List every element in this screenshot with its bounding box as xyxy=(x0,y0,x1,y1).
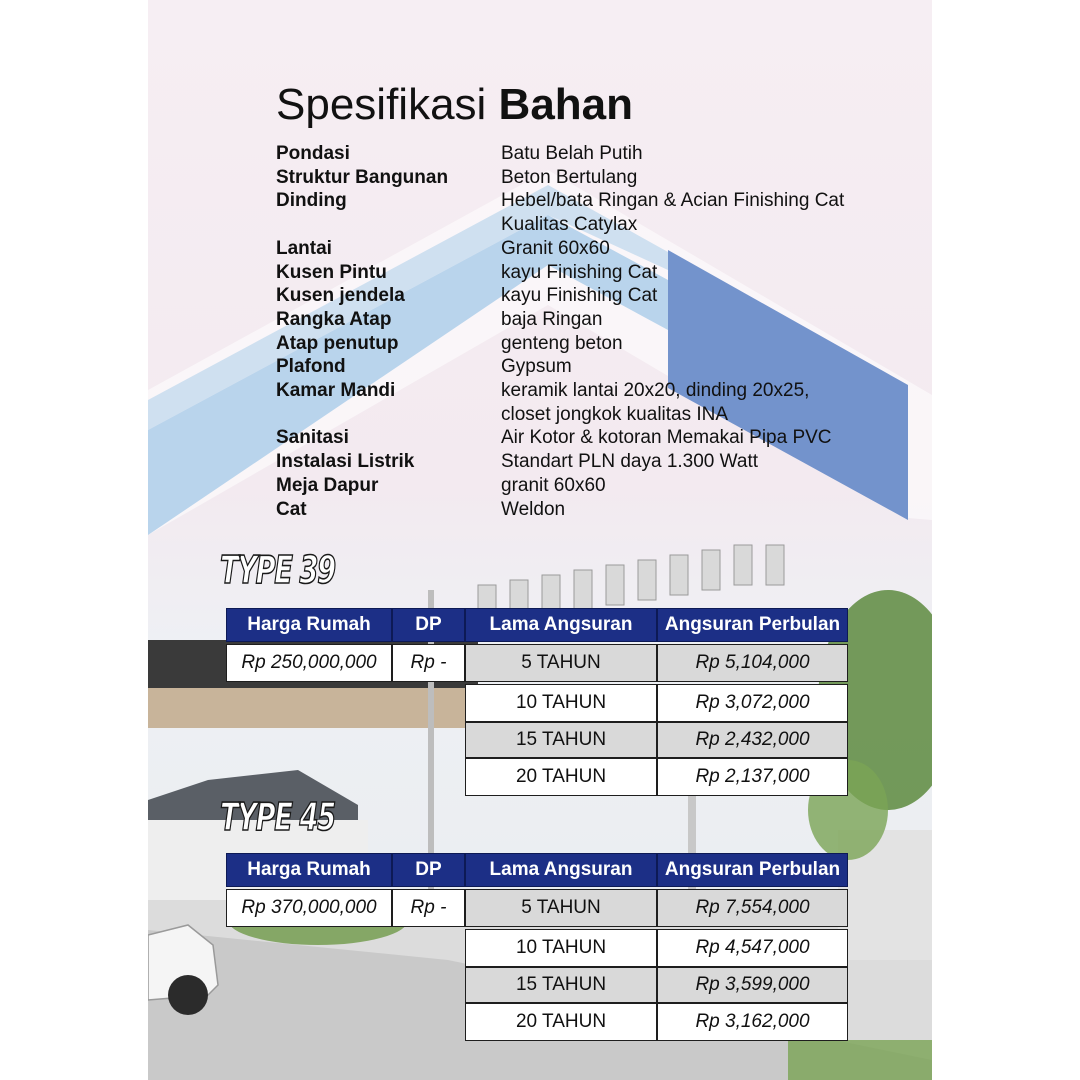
spec-value-line: Kualitas Catylax xyxy=(501,214,638,236)
spec-value xyxy=(501,142,916,166)
spec-value xyxy=(501,261,916,285)
tenor-cell: 10 TAHUN xyxy=(465,684,657,722)
header-angsuran-perbulan: Angsuran Perbulan xyxy=(657,853,848,887)
monthly-installment-cell: Rp 7,554,000 xyxy=(657,889,848,927)
spec-value-line: genteng beton xyxy=(501,332,623,354)
spec-label: Dinding xyxy=(276,190,347,212)
header-harga-rumah: Harga Rumah xyxy=(226,608,392,642)
monthly-installment-cell: Rp 5,104,000 xyxy=(657,644,848,682)
spec-value xyxy=(501,237,916,261)
spec-row xyxy=(276,379,916,426)
header-lama-angsuran: Lama Angsuran xyxy=(465,853,657,887)
tenor-cell: 15 TAHUN xyxy=(465,967,657,1003)
monthly-installment-cell: Rp 3,072,000 xyxy=(657,684,848,722)
page-title xyxy=(276,80,633,130)
spec-label: Instalasi Listrik xyxy=(276,451,415,473)
page-title-light: Spesifikasi xyxy=(276,80,487,129)
spec-value-line: Standart PLN daya 1.300 Watt xyxy=(501,451,759,473)
spec-row xyxy=(276,450,916,474)
header-angsuran-perbulan: Angsuran Perbulan xyxy=(657,608,848,642)
spec-row xyxy=(276,189,916,236)
spec-row xyxy=(276,474,916,498)
spec-value xyxy=(501,474,916,498)
spec-row xyxy=(276,142,916,166)
spec-label: Kusen Pintu xyxy=(276,261,387,283)
tenor-cell: 20 TAHUN xyxy=(465,758,657,796)
price-table-type-39 xyxy=(226,608,848,798)
spec-value-line: baja Ringan xyxy=(501,308,603,330)
header-dp: DP xyxy=(392,853,465,887)
tenor-cell: 15 TAHUN xyxy=(465,722,657,758)
monthly-installment-cell: Rp 3,162,000 xyxy=(657,1003,848,1041)
price-table-type-45 xyxy=(226,853,848,1043)
spec-value-line: kayu Finishing Cat xyxy=(501,261,658,283)
spec-value xyxy=(501,426,916,450)
monthly-installment-cell: Rp 3,599,000 xyxy=(657,967,848,1003)
spec-value-line: Weldon xyxy=(501,498,566,520)
spec-row xyxy=(276,355,916,379)
spec-label: Atap penutup xyxy=(276,332,399,354)
spec-label: Pondasi xyxy=(276,143,350,164)
spec-row xyxy=(276,498,916,522)
spec-value xyxy=(501,308,916,332)
spec-row xyxy=(276,308,916,332)
spec-label: Lantai xyxy=(276,237,332,259)
monthly-installment-cell: Rp 4,547,000 xyxy=(657,929,848,967)
spec-label: Plafond xyxy=(276,356,346,378)
spec-value-line: keramik lantai 20x20, dinding 20x25, xyxy=(501,380,810,402)
spec-value-line: Beton Bertulang xyxy=(501,166,638,188)
tenor-cell: 5 TAHUN xyxy=(465,644,657,682)
spec-value-line: Batu Belah Putih xyxy=(501,143,643,164)
spec-row xyxy=(276,237,916,261)
spec-label: Meja Dapur xyxy=(276,474,379,496)
harga-rumah-value: Rp 250,000,000 xyxy=(226,644,392,682)
spec-value xyxy=(501,284,916,308)
spec-row xyxy=(276,332,916,356)
type-title: TYPE 39 xyxy=(220,548,335,592)
spec-value xyxy=(501,355,916,379)
spec-value-line: kayu Finishing Cat xyxy=(501,285,658,307)
spec-label: Cat xyxy=(276,498,307,520)
brochure-page xyxy=(148,0,932,1080)
spec-value-line: Granit 60x60 xyxy=(501,237,610,259)
tenor-cell: 5 TAHUN xyxy=(465,889,657,927)
spec-value-line: granit 60x60 xyxy=(501,474,606,496)
spec-row xyxy=(276,261,916,285)
dp-value: Rp - xyxy=(392,889,465,927)
spec-value-line: closet jongkok kualitas INA xyxy=(501,403,729,425)
spec-label: Sanitasi xyxy=(276,427,349,449)
spec-label: Kusen jendela xyxy=(276,285,405,307)
spec-label: Rangka Atap xyxy=(276,308,392,330)
page-title-bold: Bahan xyxy=(498,80,634,129)
spec-row xyxy=(276,166,916,190)
tenor-cell: 10 TAHUN xyxy=(465,929,657,967)
spec-value xyxy=(501,332,916,356)
spec-value-line: Air Kotor & kotoran Memakai Pipa PVC xyxy=(501,427,832,449)
dp-value: Rp - xyxy=(392,644,465,682)
spec-label: Kamar Mandi xyxy=(276,380,396,402)
spec-value xyxy=(501,379,916,426)
header-harga-rumah: Harga Rumah xyxy=(226,853,392,887)
spec-list xyxy=(276,142,916,521)
spec-value xyxy=(501,498,916,522)
spec-value xyxy=(501,189,916,236)
spec-label: Struktur Bangunan xyxy=(276,166,449,188)
harga-rumah-value: Rp 370,000,000 xyxy=(226,889,392,927)
spec-value xyxy=(501,166,916,190)
header-dp: DP xyxy=(392,608,465,642)
monthly-installment-cell: Rp 2,432,000 xyxy=(657,722,848,758)
header-lama-angsuran: Lama Angsuran xyxy=(465,608,657,642)
spec-value xyxy=(501,450,916,474)
lawn xyxy=(788,1040,932,1080)
spec-value-line: Gypsum xyxy=(501,356,572,378)
monthly-installment-cell: Rp 2,137,000 xyxy=(657,758,848,796)
car-wheel xyxy=(168,975,208,1015)
type-title: TYPE 45 xyxy=(220,795,335,839)
tenor-cell: 20 TAHUN xyxy=(465,1003,657,1041)
spec-row xyxy=(276,284,916,308)
spec-row xyxy=(276,426,916,450)
spec-value-line: Hebel/bata Ringan & Acian Finishing Cat xyxy=(501,190,845,212)
